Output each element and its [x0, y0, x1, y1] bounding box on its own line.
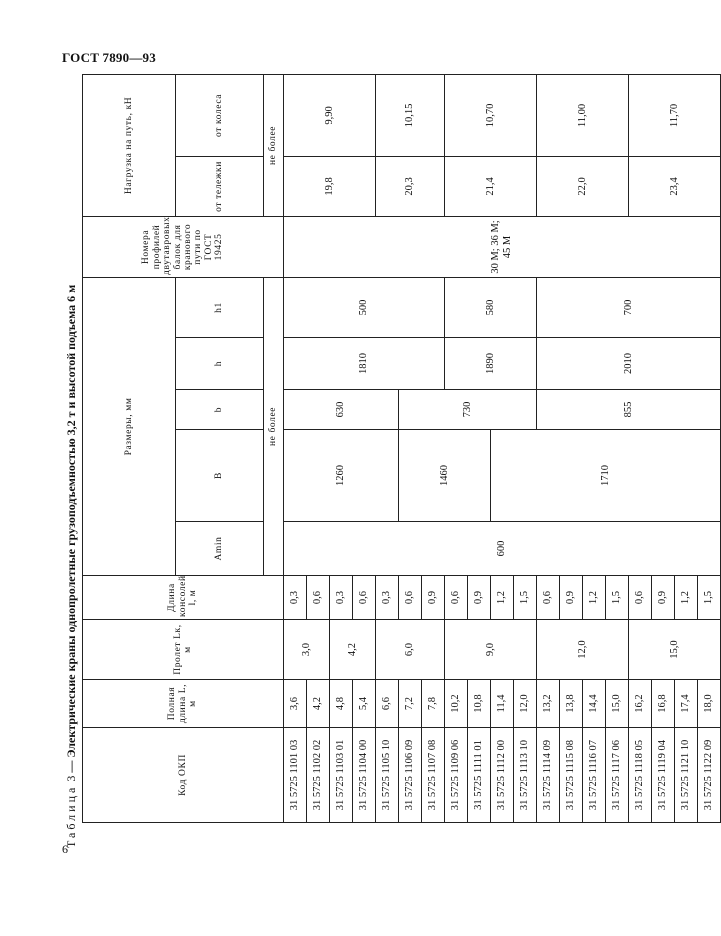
cell-console: 0,6: [307, 576, 330, 620]
table-wrapper: [82, 75, 715, 823]
cell-full-length: 15,0: [606, 680, 629, 728]
cell-a-min: 600: [284, 522, 721, 576]
cell-code: 31 5725 1104 00: [353, 728, 376, 823]
cell-full-length: 5,4: [353, 680, 376, 728]
cell-code: 31 5725 1121 10: [675, 728, 698, 823]
cell-span: 4,2: [330, 620, 376, 680]
cell-full-length: 10,8: [468, 680, 491, 728]
cell-load-trolley: 23,4: [629, 156, 721, 216]
document-header: ГОСТ 7890—93: [62, 50, 156, 65]
cell-code: 31 5725 1109 06: [445, 728, 468, 823]
cell-h: 1810: [284, 338, 445, 390]
cell-console: 0,6: [353, 576, 376, 620]
cell-console: 1,2: [675, 576, 698, 620]
cell-console: 0,3: [330, 576, 353, 620]
cell-code: 31 5725 1102 02: [307, 728, 330, 823]
cell-load-trolley: 22,0: [537, 156, 629, 216]
cell-full-length: 16,8: [652, 680, 675, 728]
cell-console: 0,3: [376, 576, 399, 620]
header-not-more-load: не более: [264, 74, 284, 216]
cell-code: 31 5725 1107 08: [422, 728, 445, 823]
cell-console: 0,9: [422, 576, 445, 620]
cell-console: 0,3: [284, 576, 307, 620]
cell-b: 855: [537, 390, 721, 430]
cell-span: 3,0: [284, 620, 330, 680]
cell-span: 9,0: [445, 620, 537, 680]
cell-console: 0,9: [560, 576, 583, 620]
cell-code: 31 5725 1122 09: [698, 728, 721, 823]
header-h1: h1: [176, 277, 264, 337]
cell-code: 31 5725 1105 10: [376, 728, 399, 823]
cell-full-length: 7,2: [399, 680, 422, 728]
cell-full-length: 7,8: [422, 680, 445, 728]
cell-full-length: 14,4: [583, 680, 606, 728]
page-number: 6: [62, 842, 68, 856]
cell-span: 6,0: [376, 620, 445, 680]
rotated-table: [82, 75, 715, 823]
header-load: Нагрузка на путь, кН: [83, 74, 176, 216]
table-caption: [64, 88, 80, 848]
cell-load-trolley: 19,8: [284, 156, 376, 216]
cell-full-length: 6,6: [376, 680, 399, 728]
header-console: Длина консолей l, м: [83, 576, 284, 620]
cell-load-trolley: 21,4: [445, 156, 537, 216]
cell-code: 31 5725 1111 01: [468, 728, 491, 823]
cell-B: 1460: [399, 430, 491, 522]
cell-code: 31 5725 1119 04: [652, 728, 675, 823]
cell-load-trolley: 20,3: [376, 156, 445, 216]
cell-console: 0,6: [629, 576, 652, 620]
cell-h: 2010: [537, 338, 721, 390]
cell-full-length: 4,8: [330, 680, 353, 728]
cell-full-length: 13,2: [537, 680, 560, 728]
cell-span: 12,0: [537, 620, 629, 680]
cell-code: 31 5725 1113 10: [514, 728, 537, 823]
cell-load-wheel: 11,00: [537, 74, 629, 156]
cell-load-wheel: 11,70: [629, 74, 721, 156]
cell-console: 0,9: [468, 576, 491, 620]
cell-full-length: 10,2: [445, 680, 468, 728]
cell-full-length: 16,2: [629, 680, 652, 728]
cell-load-wheel: 10,70: [445, 74, 537, 156]
cell-h1: 700: [537, 277, 721, 337]
cell-profiles: 30 М; 36 М; 45 М: [284, 216, 721, 277]
header-load-wheel: от колеса: [176, 74, 264, 156]
caption-number: 3: [64, 775, 78, 782]
cell-code: 31 5725 1106 09: [399, 728, 422, 823]
cell-code: 31 5725 1103 01: [330, 728, 353, 823]
cell-full-length: 18,0: [698, 680, 721, 728]
header-code: Код ОКП: [83, 728, 284, 823]
cell-load-wheel: 9,90: [284, 74, 376, 156]
cell-code: 31 5725 1115 08: [560, 728, 583, 823]
cell-code: 31 5725 1116 07: [583, 728, 606, 823]
cell-code: 31 5725 1117 06: [606, 728, 629, 823]
cell-B: 1710: [491, 430, 721, 522]
cell-h1: 580: [445, 277, 537, 337]
cell-load-wheel: 10,15: [376, 74, 445, 156]
header-b: b: [176, 390, 264, 430]
header-span: Пролет Lк, м: [83, 620, 284, 680]
cell-full-length: 13,8: [560, 680, 583, 728]
cell-span: 15,0: [629, 620, 721, 680]
crane-spec-table: [82, 74, 721, 823]
cell-console: 0,6: [399, 576, 422, 620]
header-B: B: [176, 430, 264, 522]
cell-full-length: 4,2: [307, 680, 330, 728]
cell-full-length: 3,6: [284, 680, 307, 728]
cell-b: 730: [399, 390, 537, 430]
header-load-trolley: от тележки: [176, 156, 264, 216]
cell-code: 31 5725 1118 05: [629, 728, 652, 823]
header-profiles: Номера профилей двутавровых балок для кранового пути по ГОСТ 19425: [83, 216, 284, 277]
cell-full-length: 11,4: [491, 680, 514, 728]
caption-label: Таблица: [64, 784, 78, 848]
cell-full-length: 17,4: [675, 680, 698, 728]
cell-console: 0,9: [652, 576, 675, 620]
cell-console: 1,2: [583, 576, 606, 620]
cell-h1: 500: [284, 277, 445, 337]
cell-code: 31 5725 1101 03: [284, 728, 307, 823]
cell-code: 31 5725 1112 00: [491, 728, 514, 823]
header-not-more-dims: не более: [264, 277, 284, 575]
cell-console: 1,5: [698, 576, 721, 620]
cell-console: 1,5: [606, 576, 629, 620]
cell-code: 31 5725 1114 09: [537, 728, 560, 823]
header-dimensions: Размеры, мм: [83, 277, 176, 575]
cell-console: 0,6: [445, 576, 468, 620]
caption-title: — Электрические краны однопролетные грузоподъемностью 3,2 т и высотой подъема 6 м: [64, 284, 78, 773]
cell-full-length: 12,0: [514, 680, 537, 728]
header-full-length: Полная длина L, м: [83, 680, 284, 728]
cell-console: 1,5: [514, 576, 537, 620]
cell-b: 630: [284, 390, 399, 430]
cell-console: 1,2: [491, 576, 514, 620]
cell-B: 1260: [284, 430, 399, 522]
header-h: h: [176, 338, 264, 390]
cell-h: 1890: [445, 338, 537, 390]
cell-console: 0,6: [537, 576, 560, 620]
header-a-min: Amin: [176, 522, 264, 576]
